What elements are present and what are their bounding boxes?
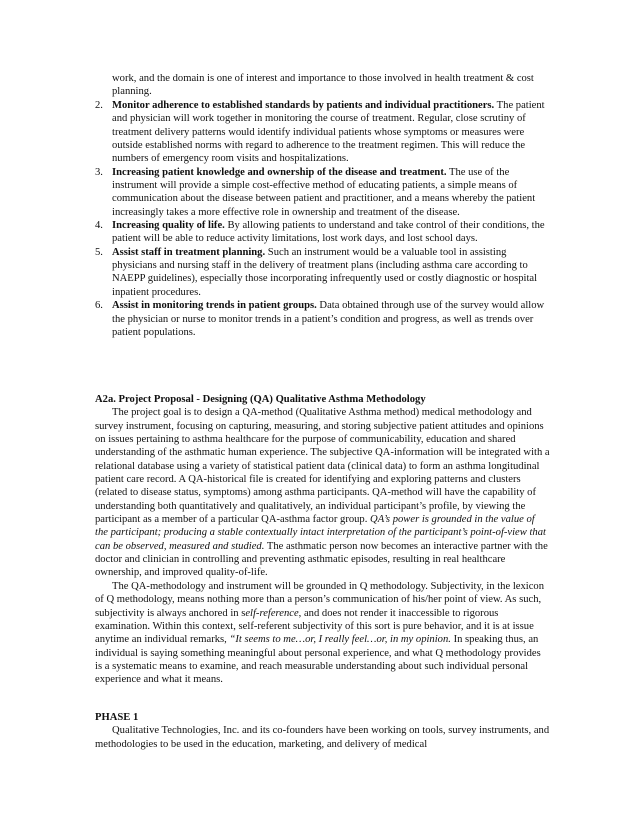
list-number: 2.: [95, 100, 103, 111]
a2a-heading: A2a. Project Proposal - Designing (QA) Qualitative Asthma Methodology: [95, 394, 426, 405]
a2a-section: [95, 393, 550, 687]
a2a-paragraph-2: [95, 580, 550, 687]
list-item-title: Monitor adherence to established standards by patients and individual practitioners.: [112, 100, 495, 111]
list-item-title: Increasing patient knowledge and ownership of the disease and treatment.: [112, 166, 447, 178]
phase1-text: Qualitative Technologies, Inc. and its co-founders have been working on tools, survey instruments, and methodologies to be used in the education, marketing, and delivery of medical: [95, 725, 550, 750]
a2a-p1-italic: QA’s power is grounded in the value of the participant; producing a stable contextually intact interpretation of the participant’s point-of-view that can be observed, measured and studied.: [95, 514, 546, 552]
a2a-p2-a: The QA-methodology and instrument will be grounded in Q methodology. Subjectivity, in the lexicon of Q methodology, means nothing more than a person’s communication of his/her point of view. As such, subjectivity is always anchored in s: [95, 580, 545, 619]
list-number: 3.: [95, 166, 103, 178]
objectives-list: [95, 99, 550, 339]
a2a-p2-italic1: elf-reference: [245, 607, 299, 619]
list-item-body: By allowing patients to understand and take control of their conditions, the patient will be able to reduce activity limitations, lost work days, and lost school days.: [112, 220, 545, 245]
list-item-title: Increasing quality of life.: [112, 220, 225, 232]
list-number: 5.: [95, 246, 103, 258]
list-item: [95, 99, 550, 166]
continuation-text: work, and the domain is one of interest and importance to those involved in health treatment & cost planning.: [112, 73, 534, 98]
a2a-p1-end: The asthmatic person now becomes an interactive partner with the doctor and clinician in controlling and preventing asthmatic episodes, resulting in real healthcare ownership, and improved quality-of-life.: [95, 540, 548, 579]
list-item-body: The patient and physician will work together in monitoring the course of treatment. Regular, close scrutiny of treatment delivery patterns would identify individual patients whose symptoms or measures were outside established norms with regard to adherence to the treatment regimen. This will reduce the numbers of emergency room visits and hospitalizations.: [112, 100, 545, 165]
list-item: [95, 219, 550, 246]
a2a-p2-c: In speaking thus, an individual is saying something meaningful about personal experience, and what Q methodology provides is a systematic means to examine, and reach measurable understanding about such individual personal experience and what it means.: [95, 634, 541, 686]
list-item-body: Such an instrument would be a valuable tool in assisting physicians and nursing staff in the delivery of treatment plans (including asthma care according to NAEPP guidelines), especially those incorporating infrequently used or costly diagnostic or hospital inpatient procedures.: [112, 246, 538, 298]
list-number: 4.: [95, 220, 103, 232]
list-item: [95, 166, 550, 219]
a2a-paragraph-1: [95, 406, 550, 579]
list-number: 6.: [95, 300, 103, 312]
list-item: [95, 299, 550, 339]
a2a-p2-italic2: “It seems to me…or, I really feel…or, in my opinion.: [229, 634, 451, 646]
a2a-p1-text: The project goal is to design a QA-method (Qualitative Asthma method) medical methodology and survey instrument, focusing on capturing, measuring, and storing subjective patient attitudes and opinions on issues pertaining to asthma healthcare for the purpose of communicability, education and shared understanding of the asthmatic human experience. The subjective QA-information will be integrated with a relational database using a variety of statistical patient data (clinical data) to form an asthma longitudinal patient care record. A QA-historical file is created for identifying and exploring patterns and clusters (related to disease status, symptoms) among asthma participants. QA-method will have the capability of understanding both quantitatively and qualitatively, an individual participant’s profile, by viewing the participant as a member of a particular QA-asthma factor group.: [95, 407, 550, 526]
phase1-heading: PHASE 1: [95, 712, 139, 723]
list-item: [95, 246, 550, 299]
a2a-p2-b: , and does not render it inaccessible to rigorous examination. Within this context, self-referent subjectivity of this sort is pure behavior, and it is at issue anytime an individual remarks,: [95, 607, 534, 646]
list-item-body: The use of the instrument will provide a simple cost-effective method of educating patients, a simple means of communication about the disease between patient and practitioner, and a means whereby the patient increasingly takes a more effective role in ownership and treatment of the disease.: [112, 166, 536, 218]
list-item-body: Data obtained through use of the survey would allow the physician or nurse to monitor trends in a patient’s condition and progress, as well as trends over patient populations.: [112, 300, 545, 338]
phase1-section: [95, 711, 550, 751]
list-item-title: Assist staff in treatment planning.: [112, 246, 266, 258]
list-item-title: Assist in monitoring trends in patient groups.: [112, 300, 317, 312]
